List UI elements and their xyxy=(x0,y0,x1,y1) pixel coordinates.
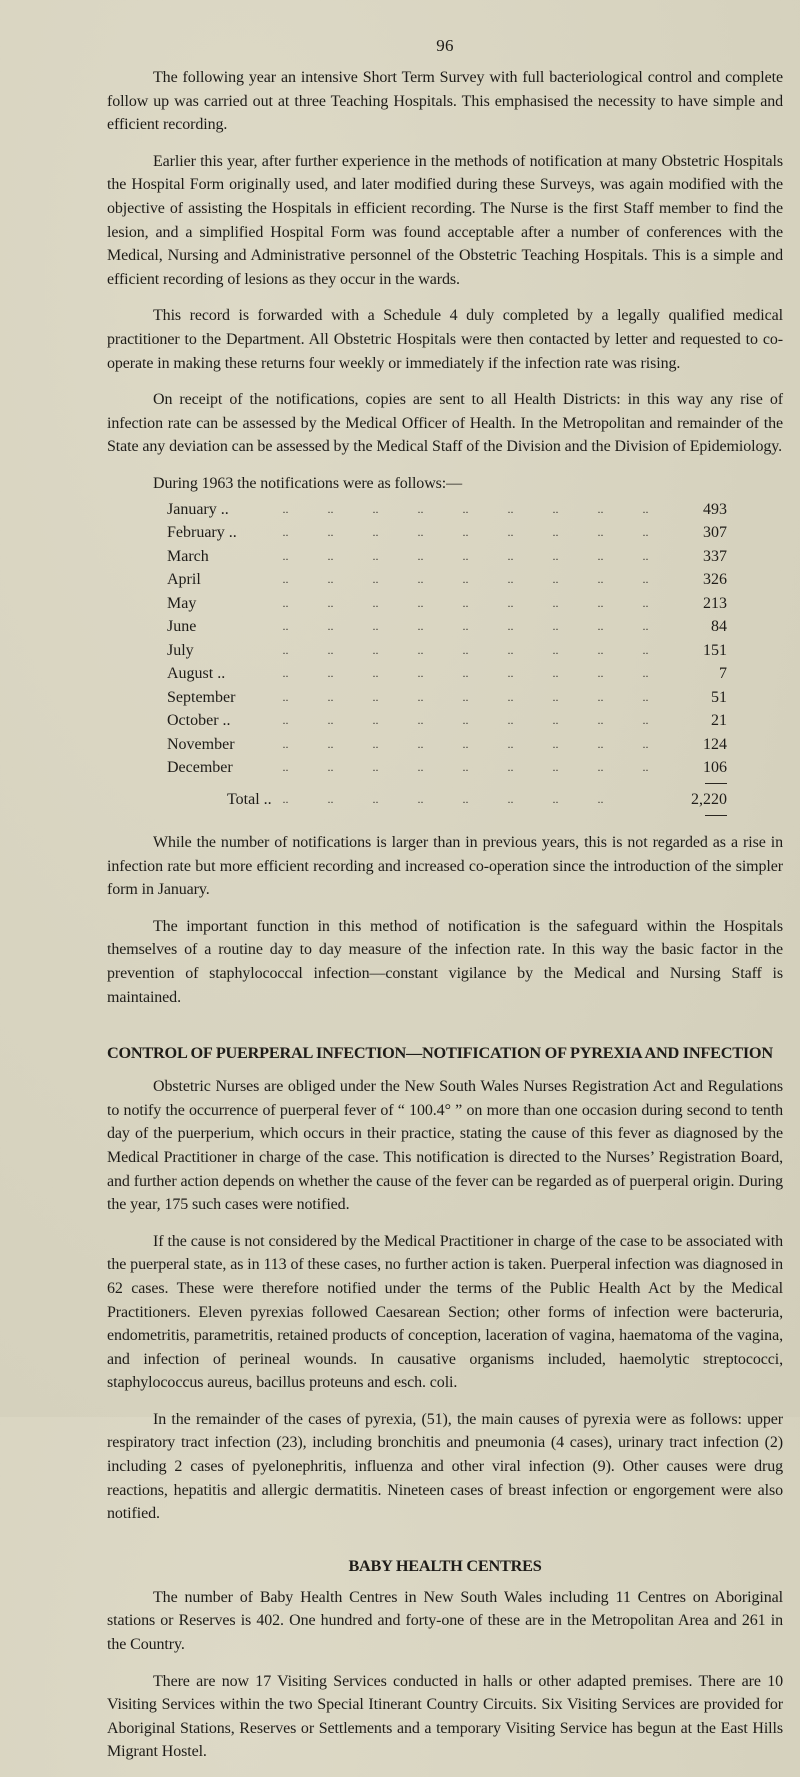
page-number: 96 xyxy=(436,36,454,55)
month-label: March xyxy=(167,547,209,565)
paragraph-short-term-survey: The following year an intensive Short Term Survey with full bacteriological control and complete follow up was carried out at three Teaching Hospitals. This emphasised the necessity to have simple and efficient recording. xyxy=(107,69,783,134)
month-value: 213 xyxy=(703,594,727,612)
dot-leaders: .. .. .. .. .. .. .. .. .. xyxy=(282,713,649,727)
month-label: November xyxy=(167,735,235,753)
subtotal-rule xyxy=(705,783,727,784)
dot-leaders: .. .. .. .. .. .. .. .. .. xyxy=(282,572,649,586)
paragraph-health-districts: On receipt of the notifications, copies are sent to all Health Districts: in this way any rise of infection rate can be assessed by the Medical Officer of Health. In the Metropolitan and remainder of the State any deviation can be assessed by the Medical Staff of the Division and the Division of Epidemiology. xyxy=(107,391,783,456)
dot-leaders: .. .. .. .. .. .. .. .. .. xyxy=(282,501,649,516)
month-label: October .. xyxy=(167,712,231,729)
month-label: April xyxy=(167,571,201,588)
table-row xyxy=(167,568,727,592)
page-content xyxy=(107,66,783,1777)
dot-leaders: .. .. .. .. .. .. .. .. .. xyxy=(282,525,649,539)
paragraph-remainder-pyrexia: In the remainder of the cases of pyrexia, (51), the main causes of pyrexia were as follows: upper respiratory tract infection (23), including bronchitis and pneumonia (4 cases), urinary tract infection (2) including 2 cases of pyelonephritis, influenza and other viral infection (9). Other causes were drug reactions, hepatitis and allergic dermatitis. Nineteen cases of breast infection or engorgement were also notified. xyxy=(107,1410,783,1523)
section-heading-baby-health: BABY HEALTH CENTRES xyxy=(348,1555,542,1575)
dot-leaders: .. .. .. .. .. .. .. .. .. xyxy=(282,689,649,704)
month-label: August .. xyxy=(167,665,226,682)
paragraph-baby-health-centres: The number of Baby Health Centres in New South Wales including 11 Centres on Aboriginal stations or Reserves is 402. One hundred and forty-one of these are in the Metropolitan Area and 261 in the Country. xyxy=(107,1588,783,1654)
month-value: 124 xyxy=(703,735,727,753)
month-label: February .. xyxy=(167,524,237,541)
month-value: 84 xyxy=(711,618,727,635)
month-value: 51 xyxy=(711,688,727,706)
table-row xyxy=(167,615,727,639)
paragraph-hospital-form: Earlier this year, after further experience in the methods of notification at many Obstetric Hospitals the Hospital Form originally used, and later modified during these Surveys, was again modified with the objective of assisting the Hospitals in efficient recording. The Nurse is the first Staff member to find the lesion, and a simplified Hospital Form was found acceptable after a number of conferences with the Medical, Nursing and Administrative personnel of the Obstetric Teaching Hospitals. This is a simple and efficient recording of lesions as they occur in the wards. xyxy=(107,152,783,288)
dot-leaders: .. .. .. .. .. .. .. .. .. xyxy=(282,736,649,751)
section-heading-puerperal: CONTROL OF PUERPERAL INFECTION—NOTIFICATION OF PYREXIA AND INFECTION xyxy=(107,1043,773,1063)
month-label: September xyxy=(167,688,236,706)
table-row xyxy=(167,545,727,569)
month-label: January .. xyxy=(167,500,229,518)
month-label: June xyxy=(167,618,197,635)
month-value: 106 xyxy=(703,759,727,776)
month-label: May xyxy=(167,594,197,612)
table-row xyxy=(167,733,727,757)
total-label: Total .. xyxy=(227,790,272,808)
dot-leaders: .. .. .. .. .. .. .. .. xyxy=(282,791,604,806)
table-row xyxy=(167,662,727,686)
table-row xyxy=(167,756,727,780)
total-rule-row xyxy=(167,811,727,819)
subtotal-rule-row xyxy=(167,780,727,788)
month-value: 151 xyxy=(703,641,727,659)
month-value: 337 xyxy=(703,547,727,565)
table-row xyxy=(167,521,727,545)
paragraph-larger-notifications: While the number of notifications is larger than in previous years, this is not regarded as a rise in infection rate but more efficient recording and increased co-operation since the introduction of the simpler form in January. xyxy=(107,834,783,899)
dot-leaders: .. .. .. .. .. .. .. .. .. xyxy=(282,595,649,610)
paragraph-cause-not-considered: If the cause is not considered by the Medical Practitioner in charge of the case to be associated with the puerperal state, as in 113 of these cases, no further action is taken. Puerperal infection was diagnosed in 62 cases. These were therefore notified under the terms of the Public Health Act by the Medical Practitioners. Eleven pyrexias followed Caesarean Section; other forms of infection were bacteruria, endometritis, parametritis, retained products of conception, laceration of vagina, haematoma of the vagina, and infection of perineal wounds. In causative organisms included, haemolytic streptococci, staphylococcus aureus, bacillus proteuns and esch. coli. xyxy=(107,1232,783,1392)
paragraph-important-function: The important function in this method of notification is the safeguard within the Hospitals themselves of a routine day to day measure of the infection rate. In this way the basic factor in the prevention of staphylococcal infection—constant vigilance by the Medical and Nursing Staff is maintained. xyxy=(107,917,783,1006)
table-row xyxy=(167,498,727,522)
table-intro: During 1963 the notifications were as follows:— xyxy=(153,474,463,492)
month-value: 21 xyxy=(711,712,727,729)
dot-leaders: .. .. .. .. .. .. .. .. .. xyxy=(282,666,649,680)
dot-leaders: .. .. .. .. .. .. .. .. .. xyxy=(282,760,649,774)
table-row xyxy=(167,686,727,710)
month-label: July xyxy=(167,641,194,659)
table-row xyxy=(167,709,727,733)
total-row xyxy=(167,788,727,812)
month-value: 307 xyxy=(703,524,727,541)
month-value: 7 xyxy=(719,665,727,682)
month-label: December xyxy=(167,759,233,776)
paragraph-obstetric-nurses: Obstetric Nurses are obliged under the New South Wales Nurses Registration Act and Regulations to notify the occurrence of puerperal fever of “ 100.4° ” on more than one occasion during second to tenth day of the puerperium, which occurs in their practice, stating the cause of this fever as diagnosed by the Medical Practitioner in charge of the case. This notification is directed to the Nurses’ Registration Board, and further action depends on whether the cause of the fever can be regarded as of puerperal origin. During the year, 175 such cases were notified. xyxy=(107,1078,783,1214)
paragraph-schedule-4: This record is forwarded with a Schedule 4 duly completed by a legally qualified medical practitioner to the Department. All Obstetric Hospitals were then contacted by letter and requested to co-operate in making these returns four weekly or immediately if the infection rate was rising. xyxy=(107,307,783,372)
table-row xyxy=(167,592,727,616)
month-value: 326 xyxy=(703,571,727,588)
notifications-table xyxy=(167,498,727,820)
month-value: 493 xyxy=(703,500,727,518)
table-row xyxy=(167,639,727,663)
dot-leaders: .. .. .. .. .. .. .. .. .. xyxy=(282,619,649,633)
dot-leaders: .. .. .. .. .. .. .. .. .. xyxy=(282,642,649,657)
total-value: 2,220 xyxy=(691,790,727,808)
dot-leaders: .. .. .. .. .. .. .. .. .. xyxy=(282,548,649,563)
total-rule xyxy=(705,815,727,816)
paragraph-visiting-services: There are now 17 Visiting Services conducted in halls or other adapted premises. There are 10 Visiting Services within the two Special Itinerant Country Circuits. Six Visiting Services are provided for Aboriginal Stations, Reserves or Settlements and a temporary Visiting Service has begun at the East Hills Migrant Hostel. xyxy=(107,1672,783,1761)
